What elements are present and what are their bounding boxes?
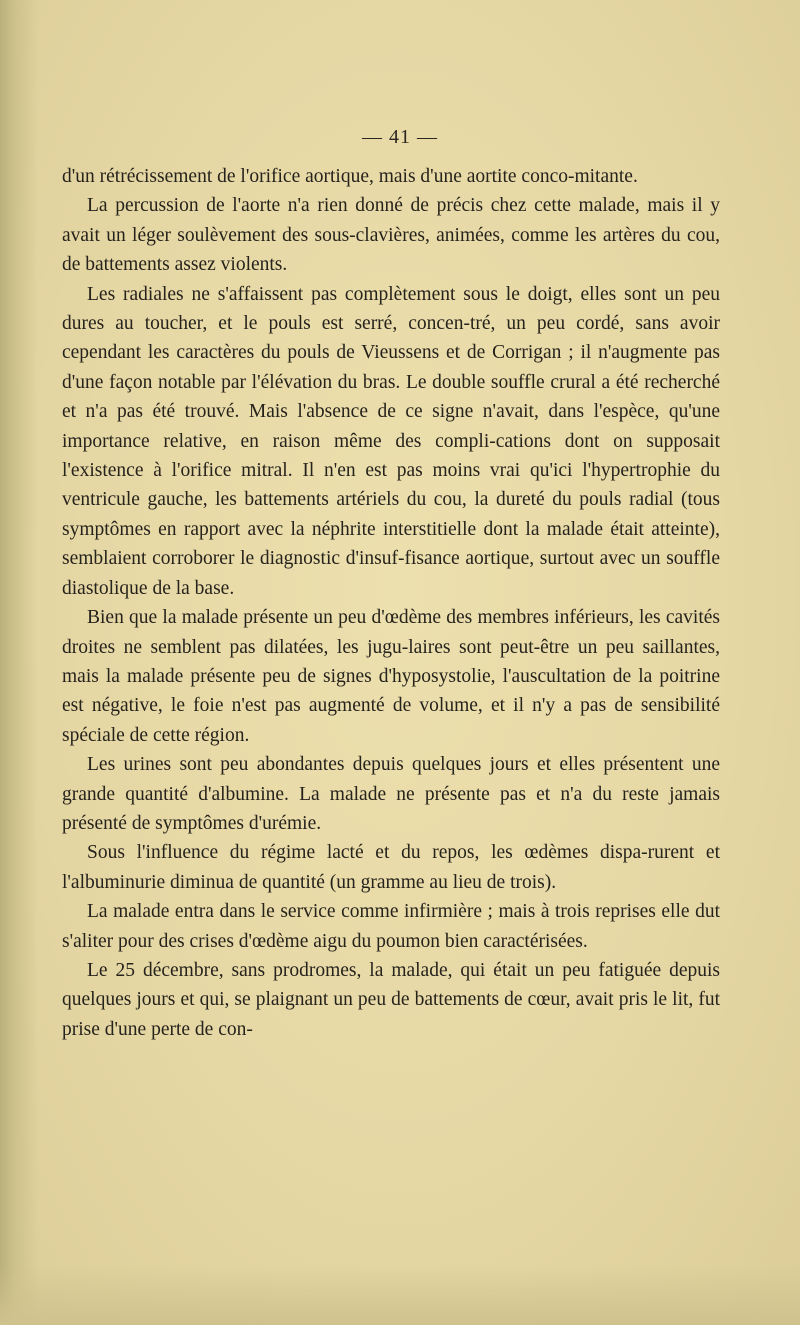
binding-shadow (0, 0, 38, 1325)
paragraph: Sous l'influence du régime lacté et du repos, les œdèmes dispa-rurent et l'albuminurie diminua de quantité (un gramme au lieu de trois). (62, 842, 720, 893)
paragraph: Bien que la malade présente un peu d'œdème des membres inférieurs, les cavités droites ne semblent pas dilatées, les jugu-laires sont peut-être un peu saillantes, mais la malade présente peu de signes d'hyposystolie, l'auscultation de la poitrine est négative, le foie n'est pas augmenté de volume, et il n'y a pas de sensibilité spéciale de cette région. (62, 607, 720, 746)
bottom-shadow (0, 1265, 800, 1325)
page-number: — 41 — (362, 126, 438, 148)
body-text (62, 162, 720, 1044)
paragraph: La percussion de l'aorte n'a rien donné de précis chez cette malade, mais il y avait un léger soulèvement des sous-clavières, animées, comme les artères du cou, de battements assez violents. (62, 195, 720, 276)
paragraph: Les urines sont peu abondantes depuis quelques jours et elles présentent une grande quantité d'albumine. La malade ne présente pas et n'a du reste jamais présenté de symptômes d'urémie. (62, 754, 720, 834)
paragraph: La malade entra dans le service comme infirmière ; mais à trois reprises elle dut s'aliter pour des crises d'œdème aigu du poumon bien caractérisées. (62, 901, 720, 952)
paragraph: Les radiales ne s'affaissent pas complètement sous le doigt, elles sont un peu dures au toucher, et le pouls est serré, concen-tré, un peu cordé, sans avoir cependant les caractères du pouls de Vieussens et de Corrigan ; il n'augmente pas d'une façon notable par l'élévation du bras. Le double souffle crural a été recherché et n'a pas été trouvé. Mais l'absence de ce signe n'avait, dans l'espèce, qu'une importance relative, en raison même des compli-cations dont on supposait l'existence à l'orifice mitral. Il n'en est pas moins vrai qu'ici l'hypertrophie du ventricule gauche, les battements artériels du cou, la dureté du pouls radial (tous symptômes en rapport avec la néphrite interstitielle dont la malade était atteinte), semblaient corroborer le diagnostic d'insuf-fisance aortique, surtout avec un souffle diastolique de la base. (62, 283, 720, 599)
paragraph: d'un rétrécissement de l'orifice aortique, mais d'une aortite conco-mitante. (62, 166, 638, 187)
paragraph: Le 25 décembre, sans prodromes, la malade, qui était un peu fatiguée depuis quelques jours et qui, se plaignant un peu de battements de cœur, avait pris le lit, fut prise d'une perte de con- (62, 959, 720, 1040)
